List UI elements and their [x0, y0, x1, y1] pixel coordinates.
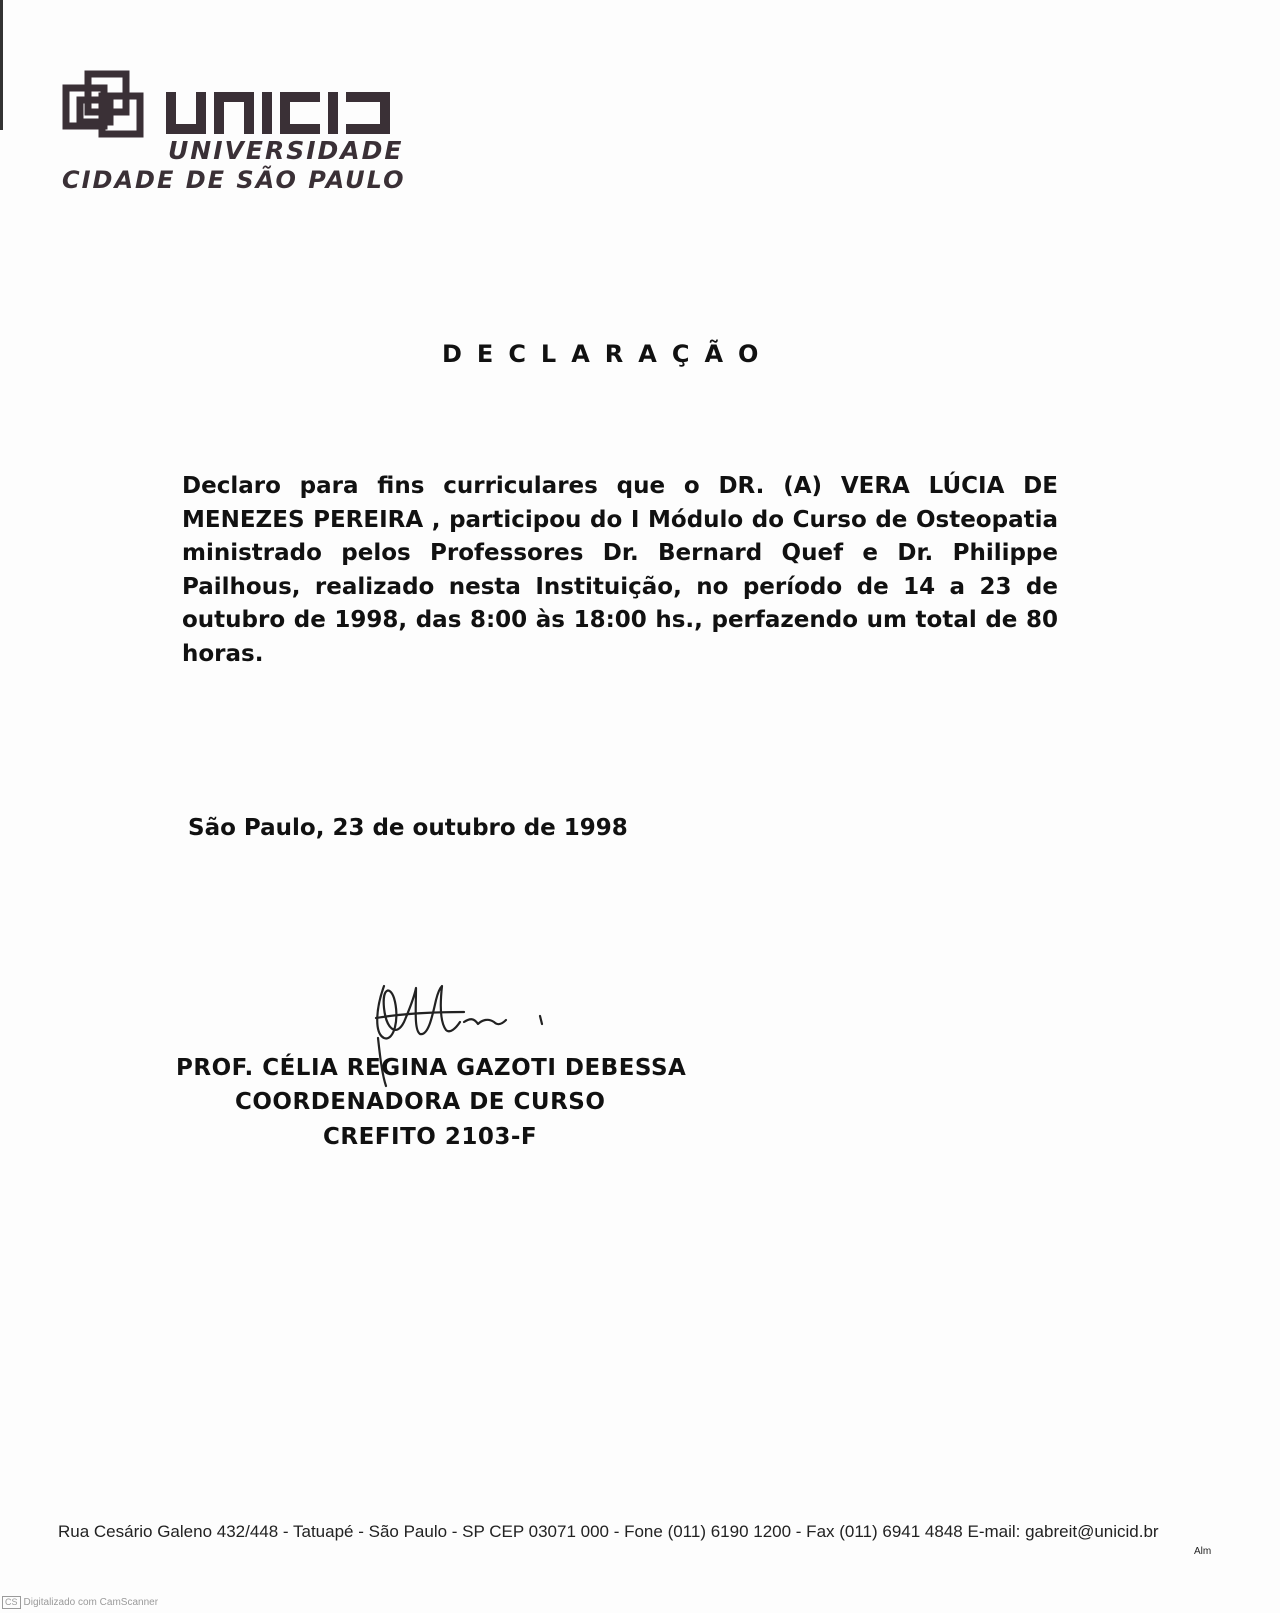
scanner-text: Digitalizado com CamScanner	[23, 1597, 159, 1608]
unicid-logo	[62, 70, 412, 200]
footer-address: Rua Cesário Galeno 432/448 - Tatuapé - São Paulo - SP CEP 03071 000 - Fone (011) 6190 1200 - Fax (011) 6941 4848 E-mail: gabreit@unicid.br	[58, 1522, 1159, 1541]
page-edge	[0, 0, 3, 130]
unicid-emblem-icon	[62, 70, 402, 140]
signatory-role: COORDENADORA DE CURSO	[235, 1089, 606, 1115]
logo-university-text: UNIVERSIDADE	[168, 136, 404, 165]
scanner-watermark	[2, 1596, 158, 1609]
signatory-registration: CREFITO 2103-F	[323, 1124, 538, 1150]
camscanner-icon: CS	[2, 1596, 21, 1609]
document-title: DECLARAÇÃO	[442, 340, 774, 368]
logo-city-text: CIDADE DE SÃO PAULO	[62, 166, 406, 194]
date-line: São Paulo, 23 de outubro de 1998	[188, 815, 628, 841]
signatory-name: PROF. CÉLIA REGINA GAZOTI DEBESSA	[176, 1055, 687, 1081]
declaration-body: Declaro para fins curriculares que o DR. (A) VERA LÚCIA DE MENEZES PEREIRA , participou do I Módulo do Curso de Osteopatia ministrado pelos Professores Dr. Bernard Quef e Dr. Philippe Pailhous, realizado nesta Instituição, no período de 14 a 23 de outubro de 1998, das 8:00 às 18:00 hs., perfazendo um total de 80 horas.	[182, 473, 1058, 667]
footer-code: Alm	[1194, 1546, 1212, 1557]
